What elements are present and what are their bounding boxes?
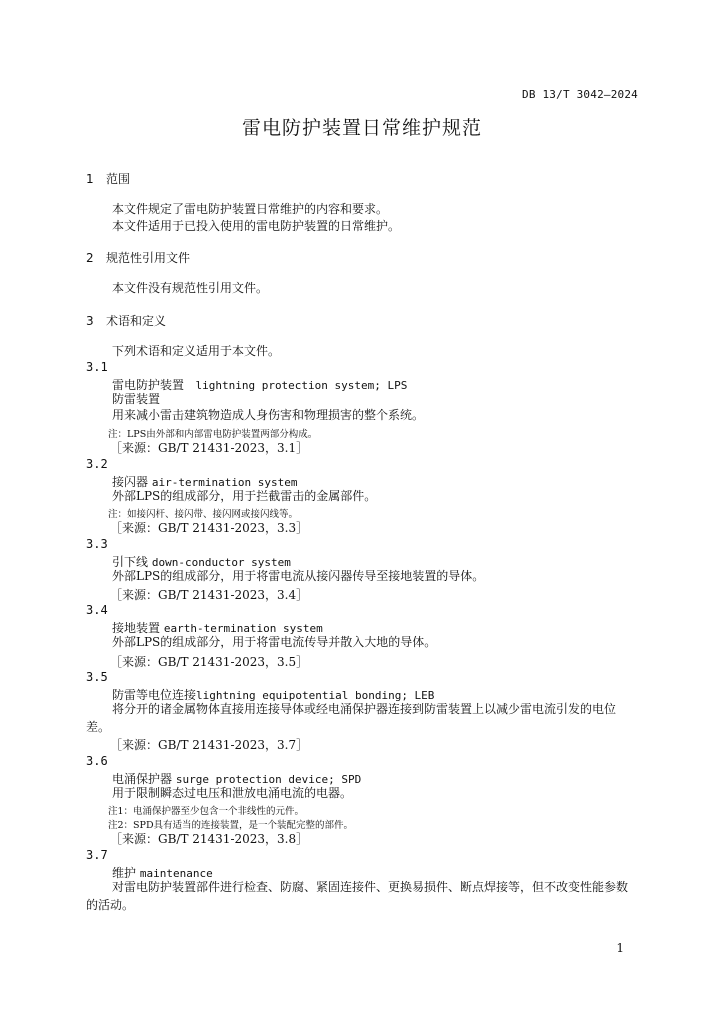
term-en: surge protection device; SPD xyxy=(175,773,362,786)
term-source: ［来源：GB/T 21431-2023，3.4］ xyxy=(110,588,309,602)
term-en: air-termination system xyxy=(151,476,298,489)
term-en: lightning protection system; LPS xyxy=(195,379,408,392)
term-alt: 防雷装置 xyxy=(112,392,161,406)
section-heading-3 xyxy=(86,312,166,329)
term-definition: 对雷电防护装置部件进行检查、防腐、紧固连接件、更换易损件、断点焊接等，但不改变性能参数的活动。 xyxy=(86,880,629,912)
term-definition: 外部LPS的组成部分，用于将雷电流从接闪器传导至接地装置的导体。 xyxy=(112,569,485,583)
term-number: 3.6 xyxy=(86,754,108,768)
term-source: ［来源：GB/T 21431-2023，3.5］ xyxy=(110,655,309,669)
term-cn: 电涌保护器 xyxy=(112,772,173,786)
term-note: 注：如接闪杆、接闪带、接闪网或接闪线等。 xyxy=(108,509,299,520)
term-cn: 引下线 xyxy=(112,555,149,569)
term-number: 3.1 xyxy=(86,360,108,374)
term-cn: 防雷等电位连接 xyxy=(112,688,197,702)
term-number: 3.5 xyxy=(86,670,108,684)
page-number: 1 xyxy=(616,941,624,955)
term-en: lightning equipotential bonding; LEB xyxy=(196,689,435,702)
section-title: 规范性引用文件 xyxy=(106,251,191,265)
term-source: ［来源：GB/T 21431-2023，3.8］ xyxy=(110,832,309,846)
term-cn: 接地装置 xyxy=(112,621,161,635)
section-number: 3 xyxy=(86,314,94,328)
term-en: down-conductor system xyxy=(151,556,291,569)
term-source: ［来源：GB/T 21431-2023，3.7］ xyxy=(110,738,309,752)
section-number: 1 xyxy=(86,172,94,186)
term-note: 注2：SPD具有适当的连接装置，是一个装配完整的部件。 xyxy=(108,820,354,831)
term-note: 注1：电涌保护器至少包含一个非线性的元件。 xyxy=(108,806,305,817)
term-number: 3.3 xyxy=(86,537,108,551)
term-number: 3.2 xyxy=(86,457,108,471)
paragraph: 本文件没有规范性引用文件。 xyxy=(112,281,269,295)
term-en: maintenance xyxy=(139,867,213,880)
page-title: 雷电防护装置日常维护规范 xyxy=(241,117,482,139)
term-en: earth-termination system xyxy=(163,622,323,635)
section-title: 术语和定义 xyxy=(106,314,167,328)
term-number: 3.4 xyxy=(86,603,108,617)
term-definition: 用于限制瞬态过电压和泄放电涌电流的电器。 xyxy=(112,786,353,800)
section-heading-1 xyxy=(86,170,130,187)
term-note: 注：LPS由外部和内部雷电防护装置两部分构成。 xyxy=(108,429,318,440)
term-definition: 外部LPS的组成部分，用于将雷电流传导并散入大地的导体。 xyxy=(112,635,437,649)
paragraph: 下列术语和定义适用于本文件。 xyxy=(112,344,281,358)
term-number: 3.7 xyxy=(86,848,108,862)
term-cn: 维护 xyxy=(112,866,137,880)
term-cn: 雷电防护装置 xyxy=(112,378,185,392)
term-definition: 将分开的诸金属物体直接用连接导体或经电涌保护器连接到防雷装置上以减少雷电流引发的电位差。 xyxy=(86,702,617,734)
paragraph: 本文件适用于已投入使用的雷电防护装置的日常维护。 xyxy=(112,219,401,233)
section-number: 2 xyxy=(86,251,94,265)
term-definition: 用来减小雷击建筑物造成人身伤害和物理损害的整个系统。 xyxy=(112,408,425,422)
paragraph: 本文件规定了雷电防护装置日常维护的内容和要求。 xyxy=(112,202,389,216)
term-source: ［来源：GB/T 21431-2023，3.1］ xyxy=(110,441,309,455)
doc-id: DB 13/T 3042—2024 xyxy=(522,88,638,101)
section-heading-2 xyxy=(86,249,190,266)
term-cn: 接闪器 xyxy=(112,475,149,489)
term-definition: 外部LPS的组成部分，用于拦截雷击的金属部件。 xyxy=(112,489,377,503)
section-title: 范围 xyxy=(106,172,131,186)
term-source: ［来源：GB/T 21431-2023，3.3］ xyxy=(110,521,309,535)
